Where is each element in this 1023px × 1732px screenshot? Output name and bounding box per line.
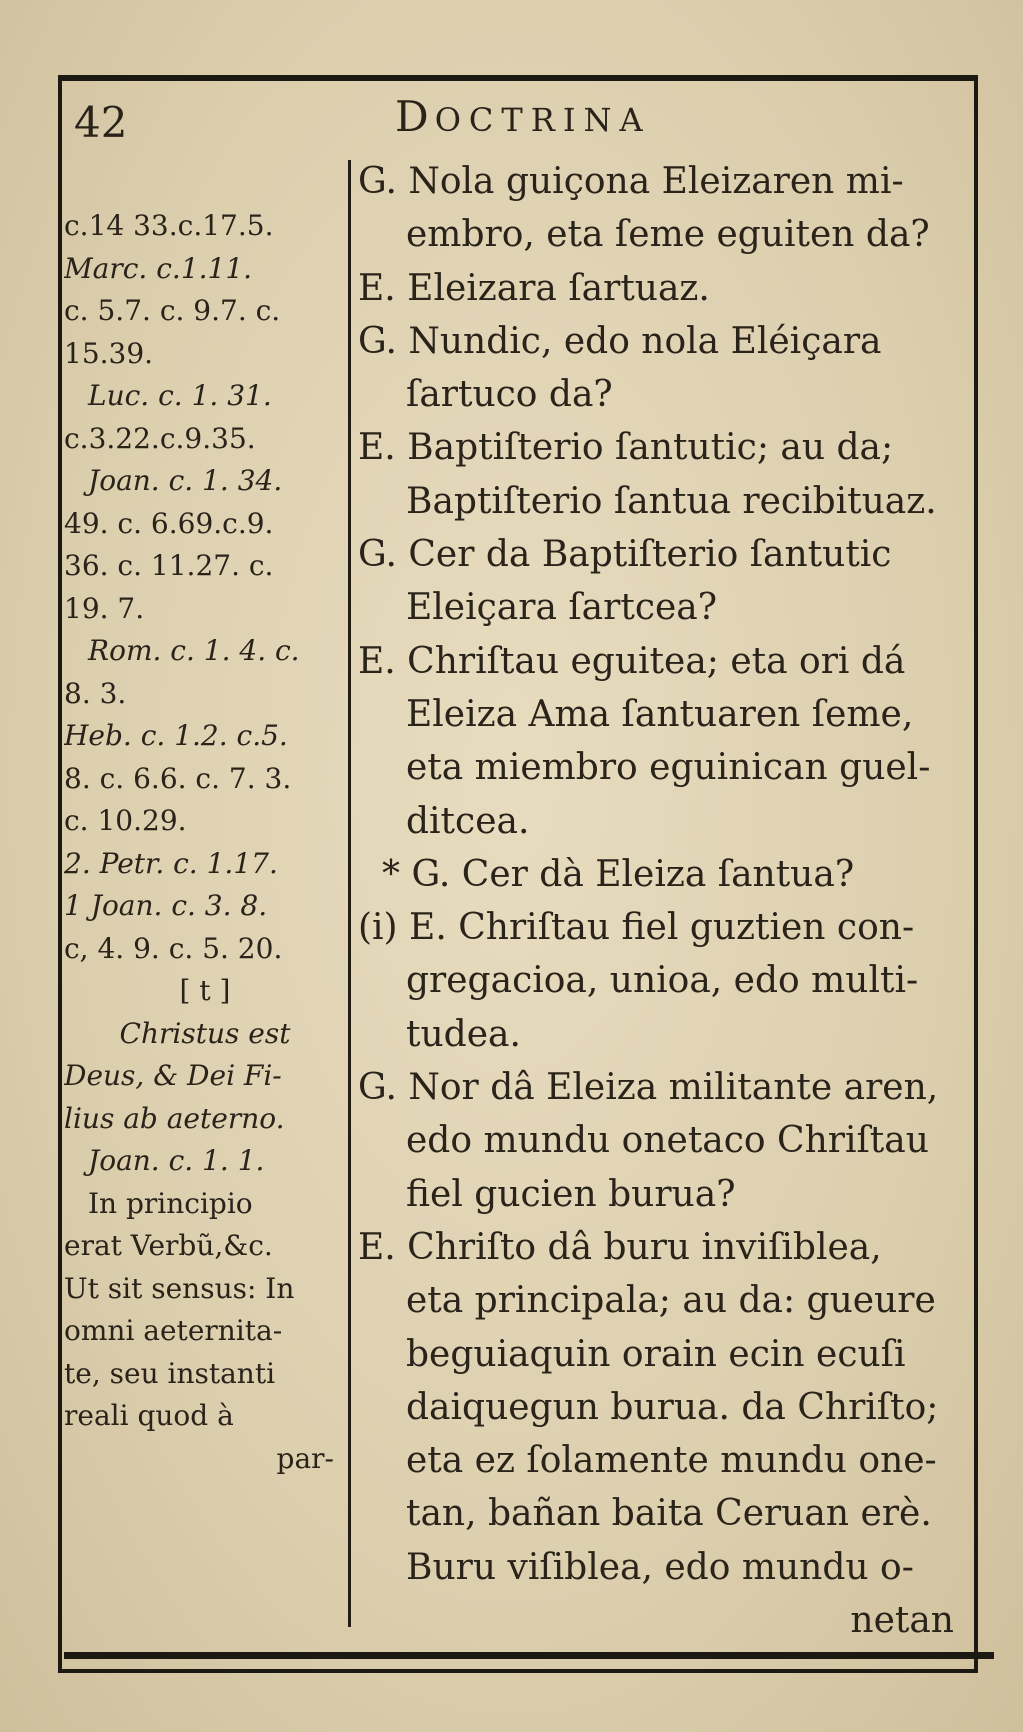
margin-note-line: Luc. c. 1. 31. [88,379,272,412]
margin-note-line: te, seu instanti [64,1356,276,1390]
running-head-initial: D [395,92,435,141]
text-line: ditcea. [406,800,530,842]
text-line: E. Chriſto dâ buru inviſiblea, [358,1226,882,1268]
margin-note-line: reali quod à [64,1399,234,1432]
text-line: eta miembro eguinican guel- [406,747,931,789]
text-line: beguiaquin orain ecin ecuſi [406,1333,906,1375]
margin-note-line: c. 10.29. [64,804,187,837]
footnote-marker: [ t ] [179,974,231,1007]
margin-note-line: Rom. c. 1. 4. c. [88,634,300,667]
running-head [395,92,651,141]
text-line: G. Nor dâ Eleiza militante aren, [358,1067,939,1109]
margin-notes [64,205,346,1480]
text-line: G. Cer da Baptiſterio ſantutic [358,534,892,576]
column-divider [348,160,351,1627]
bottom-rule [64,1652,994,1659]
text-line: Baptiſterio ſantua recibituaz. [406,480,937,522]
text-line: eta principala; au da: gueure [406,1280,936,1322]
text-line: gregacioa, unioa, edo multi- [406,960,919,1002]
margin-note-line: 49. c. 6.69.c.9. [64,506,274,540]
margin-note-line: Deus, & Dei Fi- [64,1059,282,1092]
margin-note-line: In principio [88,1186,253,1220]
margin-note-line: 8. 3. [64,676,127,710]
margin-note-line: lius ab aeterno. [64,1101,285,1135]
margin-note-line: Marc. c.1.11. [64,251,253,285]
margin-note-line: Joan. c. 1. 34. [88,464,283,497]
page-number: 42 [74,98,128,147]
text-line: tudea. [406,1013,521,1055]
margin-note-line: 19. 7. [64,591,145,625]
text-line: edo mundu onetaco Chriſtau [406,1120,929,1162]
catchword: netan [850,1600,954,1642]
text-line: E. Eleizara ſartuaz. [358,267,710,309]
text-line: fiel gucien burua? [406,1173,736,1215]
text-line: tan, bañan baita Ceruan erè. [406,1493,932,1535]
text-line: embro, eta ſeme eguiten da? [406,214,930,256]
margin-note-line: erat Verbũ,&c. [64,1229,273,1262]
margin-note-line: 36. c. 11.27. c. [64,549,274,582]
margin-note-line: c. 5.7. c. 9.7. c. [64,294,281,327]
text-line: G. Nola guiçona Eleizaren mi- [358,161,904,202]
text-line: eta ez ſolamente mundu one- [406,1440,937,1482]
margin-note-line: 8. c. 6.6. c. 7. 3. [64,761,292,795]
margin-note-line: Christus est [119,1016,291,1050]
text-line: E. Baptiſterio ſantutic; au da; [358,427,894,469]
margin-note-line: c.14 33.c.17.5. [64,209,274,242]
text-line: daiquegun burua. da Chriſto; [406,1386,939,1428]
text-line: ſartuco da? [406,374,613,416]
text-line: Buru viſiblea, edo mundu o- [406,1546,914,1588]
text-line: E. Chriſtau eguitea; eta ori dá [358,640,906,682]
catchword: par- [276,1441,334,1475]
margin-note-line: 1 Joan. c. 3. 8. [64,889,268,922]
margin-note-line: Heb. c. 1.2. c.5. [64,719,288,752]
main-text-column [358,155,968,1647]
top-rule [58,75,978,81]
margin-note-line: c, 4. 9. c. 5. 20. [64,931,283,965]
text-line: G. Nundic, edo nola Eléiçara [358,320,882,362]
running-head-rest: OCTRINA [434,101,651,139]
text-line: Eleiza Ama ſantuaren ſeme, [406,693,914,735]
text-line: Eleiçara ſartcea? [406,587,718,629]
margin-note-line: Joan. c. 1. 1. [88,1144,265,1177]
margin-note-line: 2. Petr. c. 1.17. [64,846,278,880]
margin-note-line: c.3.22.c.9.35. [64,421,256,455]
text-line: (i) E. Chriſtau fiel guztien con- [358,907,915,949]
margin-note-line: omni aeternita- [64,1314,283,1347]
margin-note-line: Ut sit sensus: In [64,1271,295,1305]
text-line: * G. Cer dà Eleiza ſantua? [382,853,855,895]
margin-note-line: 15.39. [64,336,154,370]
